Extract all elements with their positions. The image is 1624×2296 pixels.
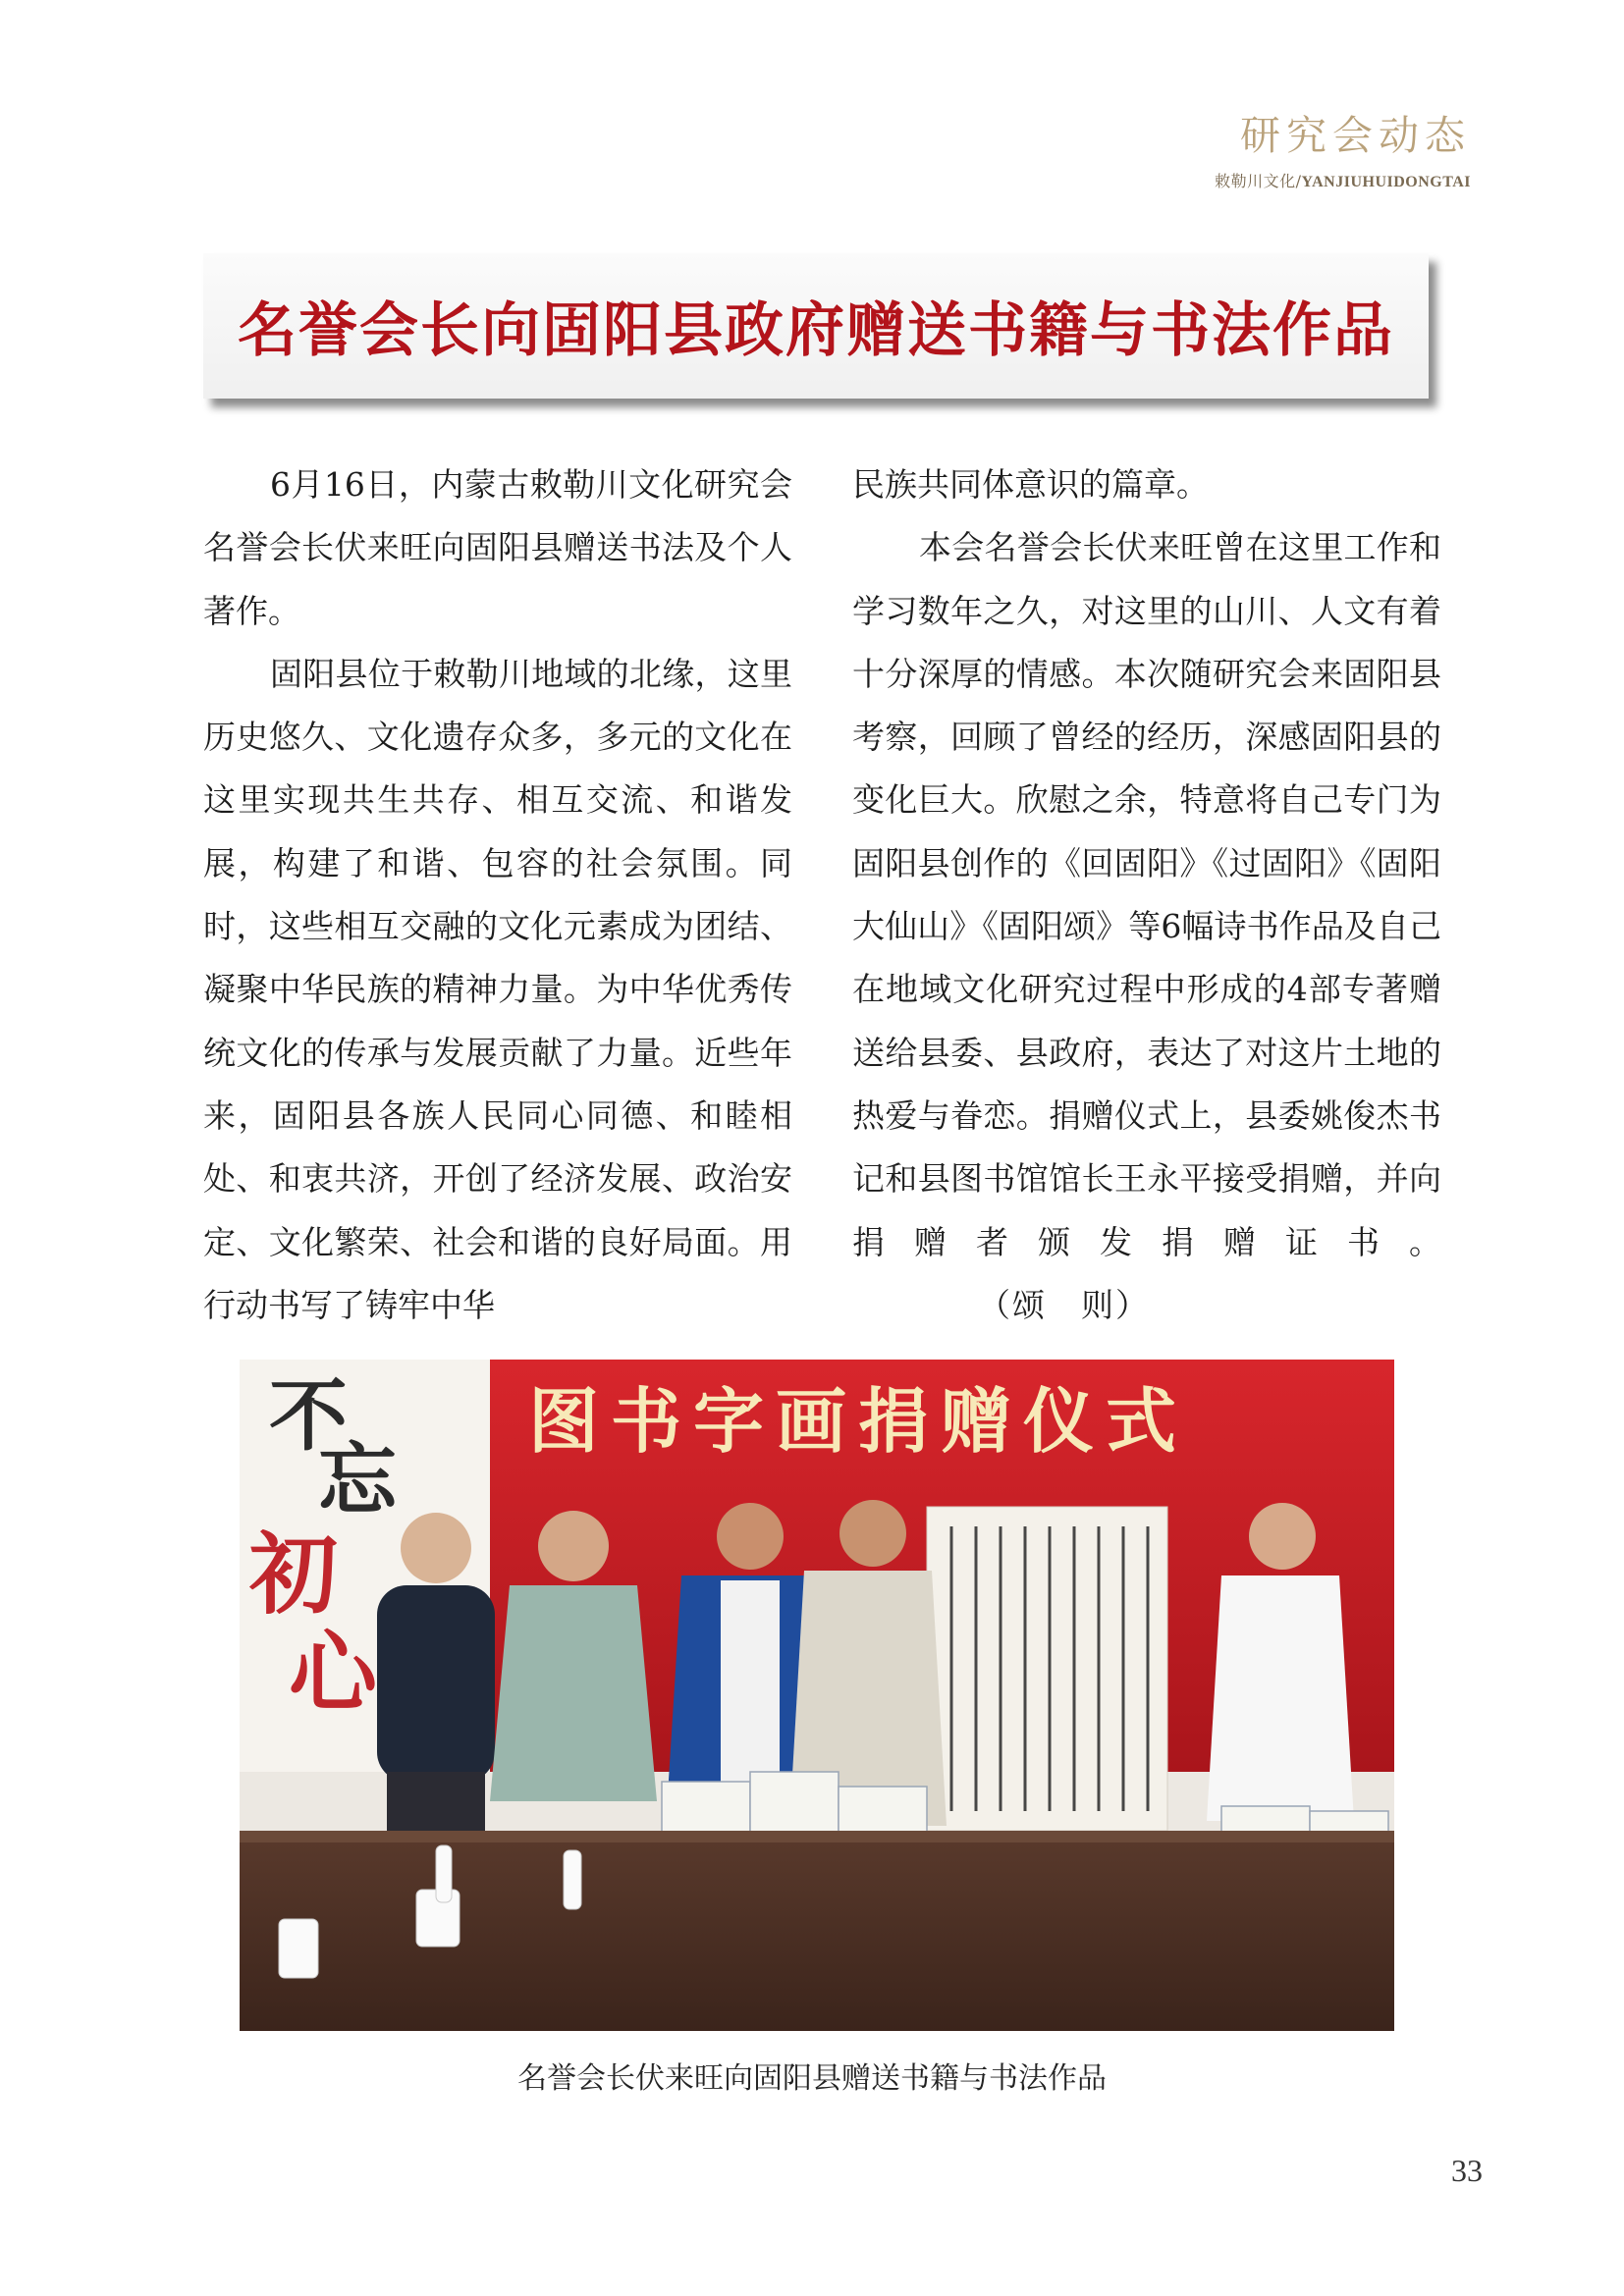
paragraph-text: 本会名誉会长伏来旺曾在这里工作和学习数年之久，对这里的山川、人文有着十分深厚的情感。本次随研究会来固阳县考察，回顾了曾经的经历，深感固阳县的变化巨大。欣慰之余，特意将自己专门为固阳县创作的《回固阳》《过固阳》《固阳大仙山》《固阳颂》等6幅诗书作品及自己在地域文化研究过程中形成的4部专著赠送给县委、县政府，表达了对这片土地的热爱与眷恋。捐赠仪式上，县委姚俊杰书记和县图书馆馆长王永平接受捐赠，并向捐赠者颁发捐赠证书。 [852, 528, 1441, 1261]
paragraph: 固阳县位于敕勒川地域的北缘，这里历史悠久、文化遗存众多，多元的文化在这里实现共生共存、相互交流、和谐发展，构建了和谐、包容的社会氛围。同时，这些相互交融的文化元素成为团结、凝聚中华民族的精神力量。为中华优秀传统文化的传承与发展贡献了力量。近些年来，固阳县各族人民同心同德、和睦相处、和衷共济，开创了经济发展、政治安定、文化繁荣、社会和谐的良好局面。用行动书写了铸牢中华 [203, 654, 792, 1324]
photo-caption: 名誉会长伏来旺向固阳县赠送书籍与书法作品 [517, 2061, 1107, 2096]
page-header [1215, 110, 1471, 191]
paragraph: 6月16日，内蒙古敕勒川文化研究会名誉会长伏来旺向固阳县赠送书法及个人著作。 [203, 465, 792, 630]
paragraph-continued: 民族共同体意识的篇章。 [852, 465, 1209, 504]
section-subtitle-en: YANJIUHUIDONGTAI [1301, 174, 1471, 190]
paragraph [852, 516, 1441, 1337]
ceremony-photo [240, 1360, 1394, 2031]
section-subtitle-sep: / [1295, 172, 1302, 190]
article-title: 名誉会长向固阳县政府赠送书籍与书法作品 [238, 296, 1394, 365]
section-subtitle [1215, 169, 1471, 191]
wall-char: 忘 [318, 1433, 397, 1525]
author-byline: （颂 则） [978, 1285, 1150, 1324]
article-column-left [203, 454, 792, 1337]
meeting-table [240, 1831, 1394, 2031]
section-subtitle-cn: 敕勒川文化 [1215, 172, 1296, 190]
article-column-right [852, 454, 1441, 1337]
calligraphy-scroll [927, 1507, 1167, 1831]
article-title-box [203, 253, 1429, 399]
wall-char: 心 [289, 1621, 377, 1725]
page-number: 33 [1451, 2153, 1483, 2188]
wall-char: 初 [249, 1522, 338, 1627]
section-title: 研究会动态 [1240, 112, 1471, 159]
banner-text: 图书字画捐赠仪式 [527, 1380, 1189, 1463]
wall-char: 不 [269, 1369, 348, 1462]
